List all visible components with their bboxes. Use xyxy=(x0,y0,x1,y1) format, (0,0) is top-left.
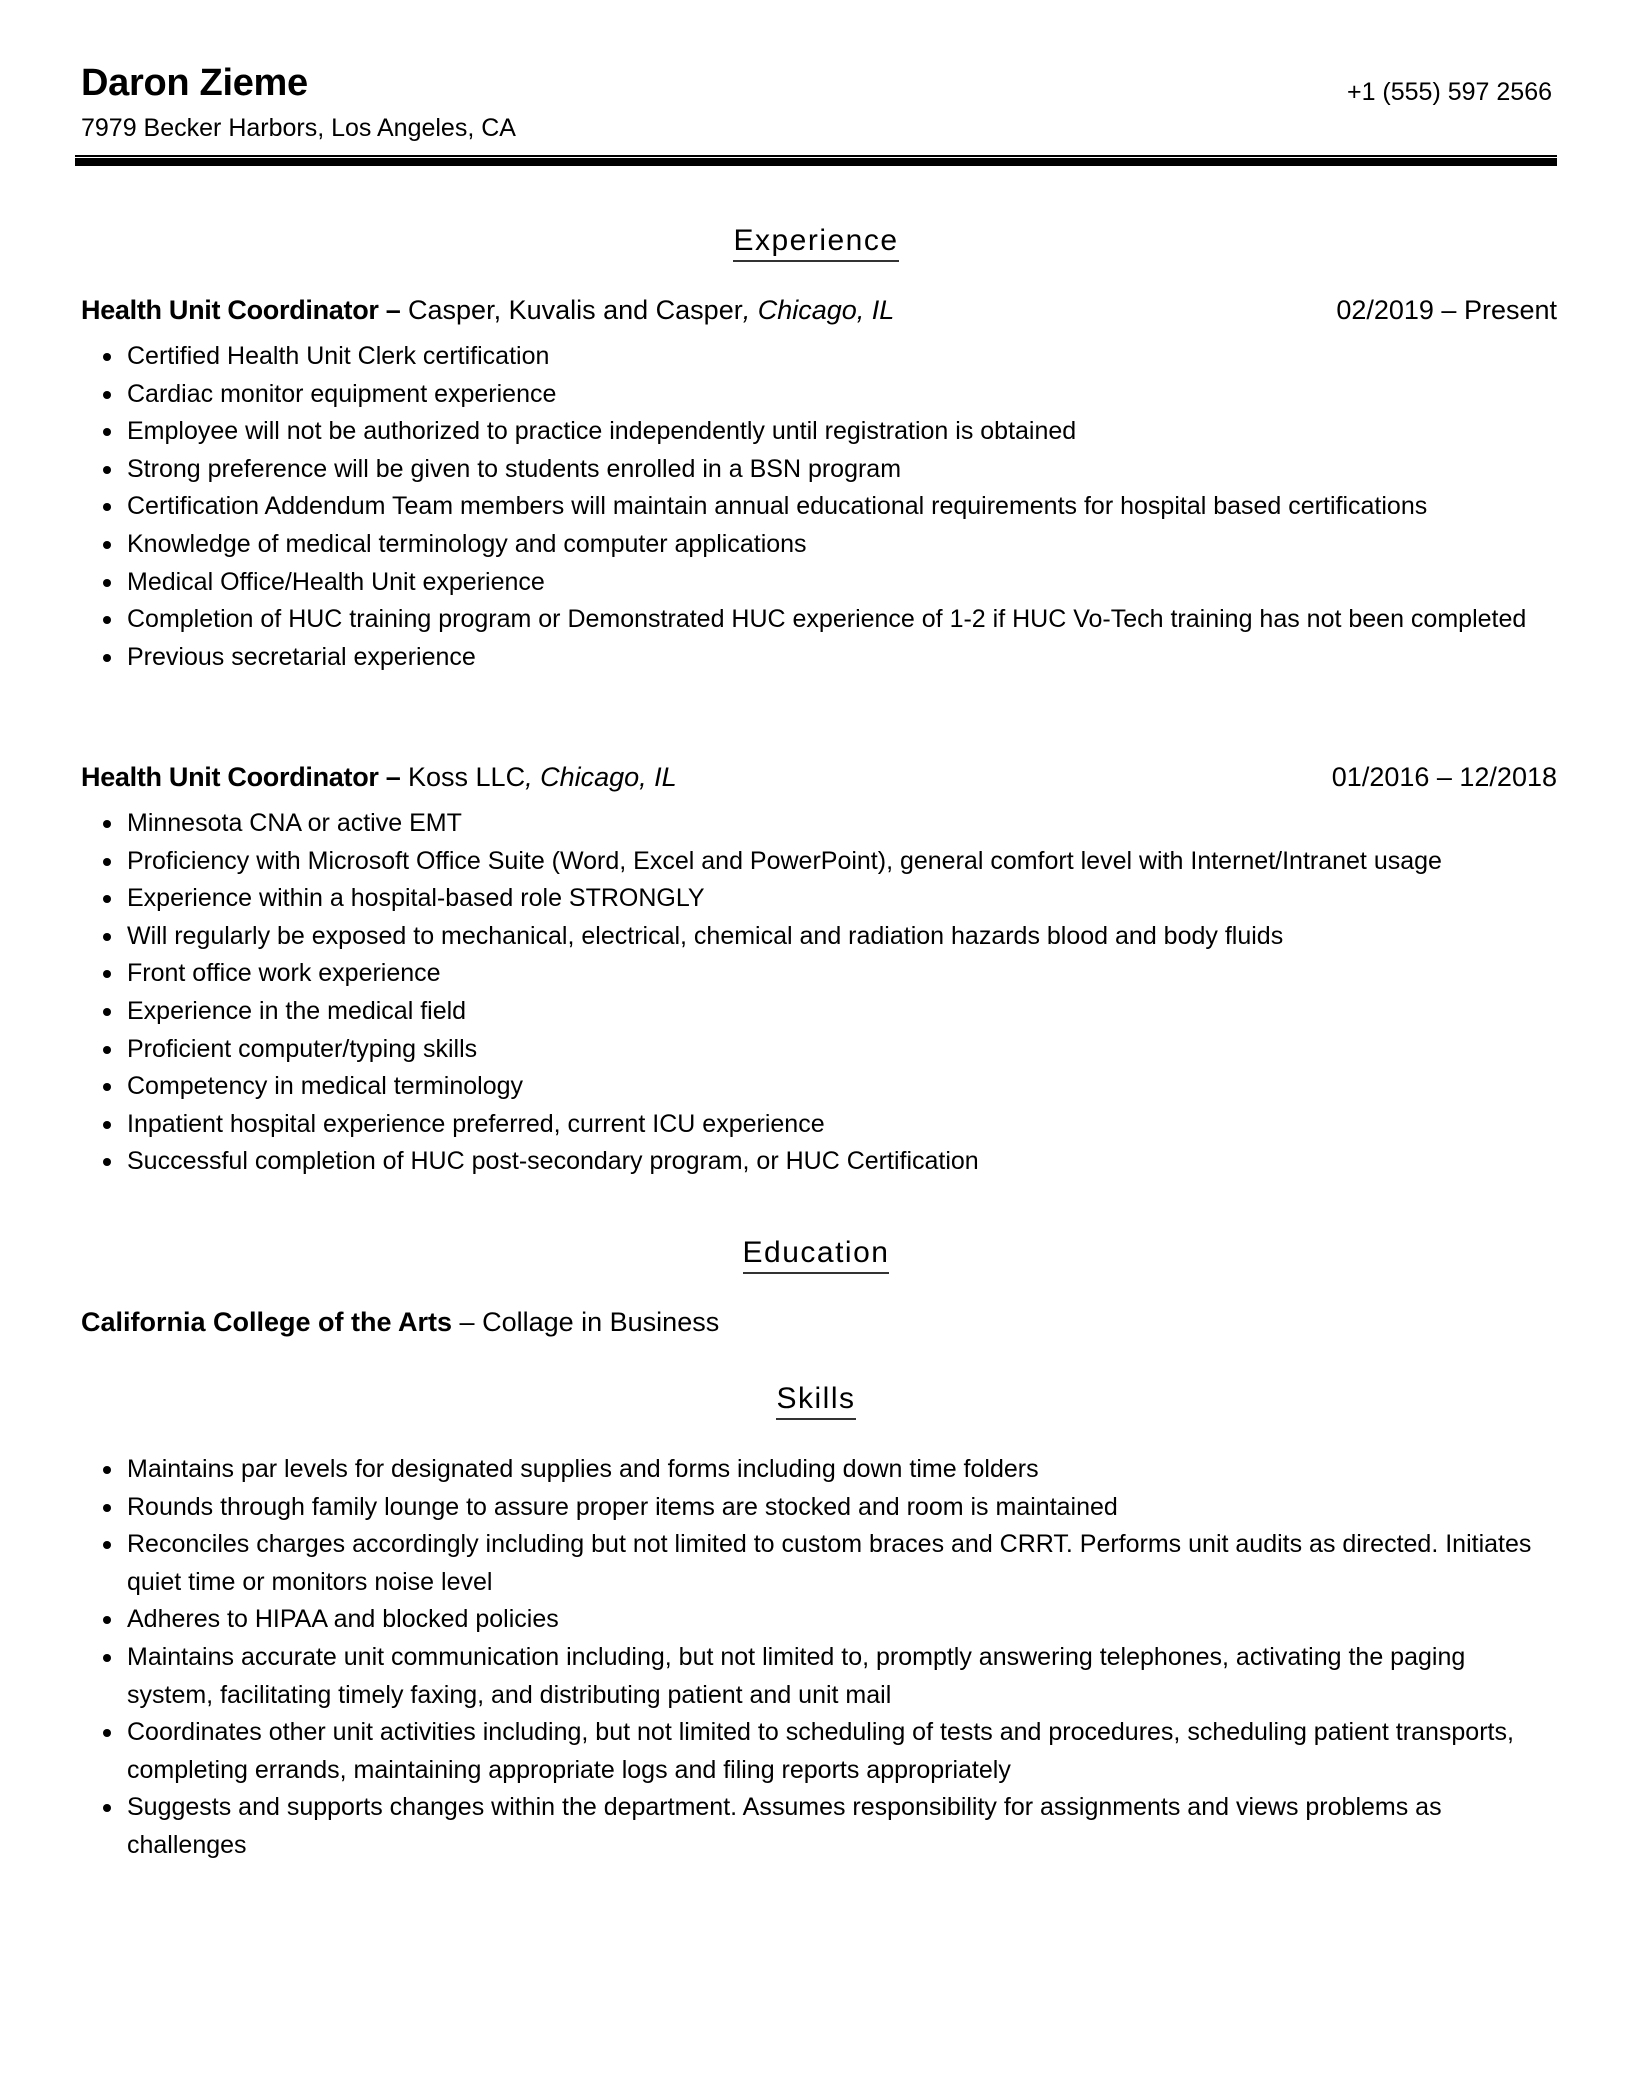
list-item: Maintains accurate unit communication including, but not limited to, promptly answering telephones, activating the paging system, facilitating timely faxing, and distributing patient and unit mail xyxy=(127,1639,1527,1714)
education-separator: – xyxy=(452,1307,483,1337)
list-item: Certified Health Unit Clerk certification xyxy=(127,338,1557,376)
list-item: Knowledge of medical terminology and computer applications xyxy=(127,526,1557,564)
job-company: Casper, Kuvalis and Casper xyxy=(400,295,743,325)
degree: Collage in Business xyxy=(482,1307,720,1337)
list-item: Experience in the medical field xyxy=(127,993,1557,1031)
list-item: Cardiac monitor equipment experience xyxy=(127,376,1557,414)
education-heading-text: Education xyxy=(743,1236,890,1274)
candidate-address: 7979 Becker Harbors, Los Angeles, CA xyxy=(81,114,516,142)
list-item: Experience within a hospital-based role STRONGLY xyxy=(127,880,1557,918)
section-heading-skills xyxy=(0,1382,1632,1420)
list-item: Inpatient hospital experience preferred, current ICU experience xyxy=(127,1106,1557,1144)
candidate-phone: +1 (555) 597 2566 xyxy=(1346,78,1552,106)
list-item: Coordinates other unit activities including, but not limited to scheduling of tests and procedures, scheduling patient transports, completing errands, maintaining appropriate logs and filing reports appropriately xyxy=(127,1714,1527,1789)
job-dates: 02/2019 – Present xyxy=(1336,295,1557,325)
list-item: Suggests and supports changes within the department. Assumes responsibility for assignments and views problems as challenges xyxy=(127,1789,1547,1864)
list-item: Successful completion of HUC post-secondary program, or HUC Certification xyxy=(127,1143,1557,1181)
list-item: Strong preference will be given to students enrolled in a BSN program xyxy=(127,451,1557,489)
job-title: Health Unit Coordinator – xyxy=(81,295,401,325)
job-2-bullet-list xyxy=(127,805,1557,1181)
list-item: Employee will not be authorized to practice independently until registration is obtained xyxy=(127,413,1557,451)
list-item: Minnesota CNA or active EMT xyxy=(127,805,1557,843)
education-entry xyxy=(81,1307,719,1338)
job-dates: 01/2016 – 12/2018 xyxy=(1331,762,1557,792)
list-item: Will regularly be exposed to mechanical, electrical, chemical and radiation hazards blood and body fluids xyxy=(127,918,1557,956)
list-item: Maintains par levels for designated supplies and forms including down time folders xyxy=(127,1451,1557,1489)
list-item: Front office work experience xyxy=(127,955,1557,993)
job-1-bullet-list xyxy=(127,338,1557,676)
header-divider-thin xyxy=(75,155,1557,157)
list-item: Certification Addendum Team members will maintain annual educational requirements for hospital based certifications xyxy=(127,488,1557,526)
job-title: Health Unit Coordinator – xyxy=(81,762,401,792)
list-item: Proficient computer/typing skills xyxy=(127,1031,1557,1069)
candidate-name: Daron Zieme xyxy=(81,62,308,104)
list-item: Adheres to HIPAA and blocked policies xyxy=(127,1601,1557,1639)
skills-heading-text: Skills xyxy=(776,1382,855,1420)
job-header-1 xyxy=(81,295,894,326)
job-company: Koss LLC xyxy=(400,762,526,792)
list-item: Proficiency with Microsoft Office Suite (Word, Excel and PowerPoint), general comfort level with Internet/Intranet usage xyxy=(127,843,1557,881)
header-divider-thick xyxy=(75,158,1557,166)
list-item: Completion of HUC training program or Demonstrated HUC experience of 1-2 if HUC Vo-Tech training has not been completed xyxy=(127,601,1527,639)
list-item: Rounds through family lounge to assure proper items are stocked and room is maintained xyxy=(127,1489,1557,1527)
list-item: Reconciles charges accordingly including but not limited to custom braces and CRRT. Performs unit audits as directed. Initiates quiet time or monitors noise level xyxy=(127,1526,1537,1601)
section-heading-education xyxy=(0,1236,1632,1274)
job-header-2 xyxy=(81,762,677,793)
list-item: Competency in medical terminology xyxy=(127,1068,1557,1106)
list-item: Previous secretarial experience xyxy=(127,639,1557,677)
school-name: California College of the Arts xyxy=(81,1307,453,1337)
job-location: , Chicago, IL xyxy=(742,295,895,325)
section-heading-experience xyxy=(0,224,1632,262)
experience-heading-text: Experience xyxy=(733,224,898,262)
skills-bullet-list xyxy=(127,1451,1557,1865)
job-location: , Chicago, IL xyxy=(525,762,677,792)
list-item: Medical Office/Health Unit experience xyxy=(127,564,1557,602)
